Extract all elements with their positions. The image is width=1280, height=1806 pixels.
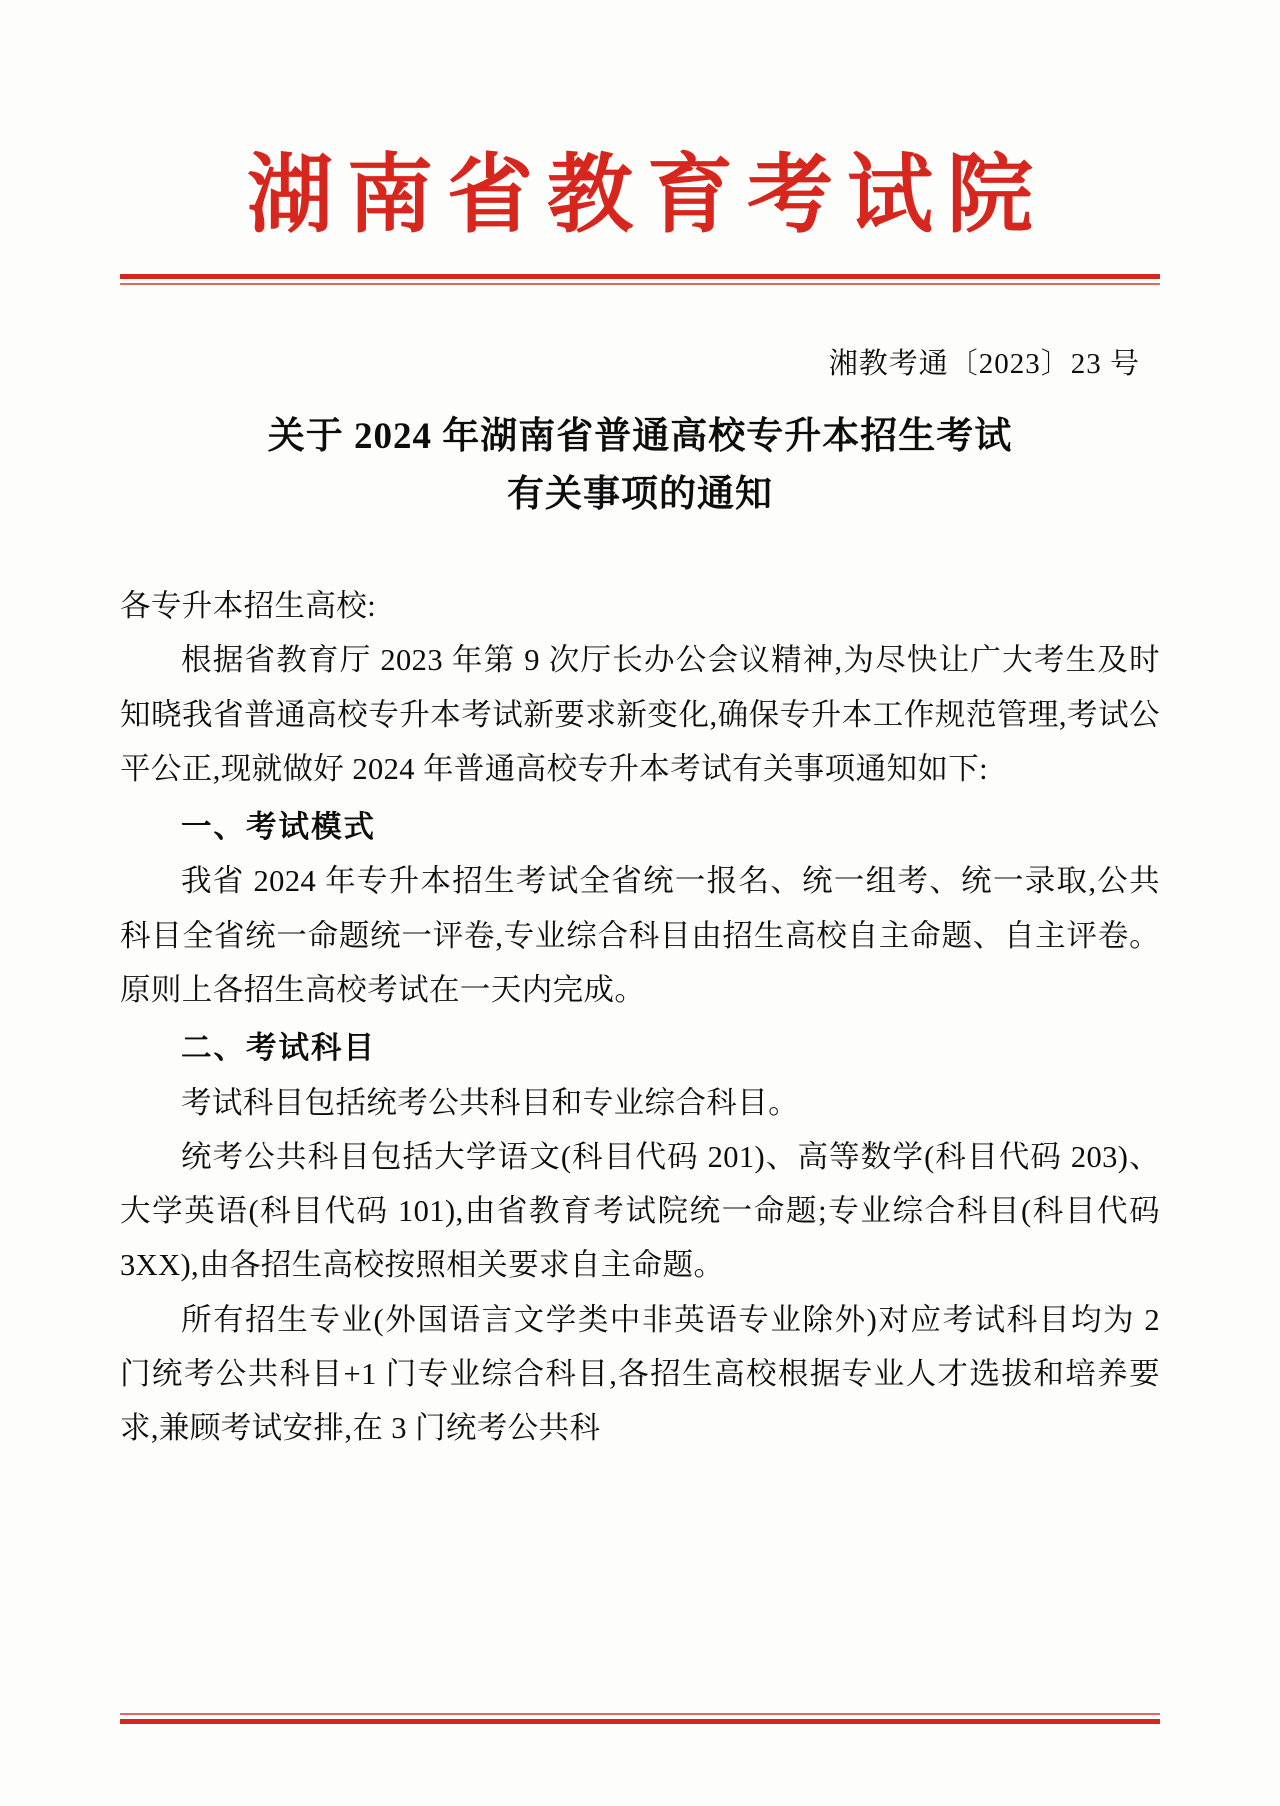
footer-rule-thick xyxy=(120,1719,1160,1724)
letterhead-rule-thin xyxy=(120,283,1160,285)
letterhead-rule-thick xyxy=(120,274,1160,279)
footer-rule-thin xyxy=(120,1713,1160,1715)
footer-rules xyxy=(120,1713,1160,1728)
document-body xyxy=(120,579,1160,1456)
section-2-paragraph-2: 统考公共科目包括大学语文(科目代码 201)、高等数学(科目代码 203)、大学英语(科目代码 101),由省教育考试院统一命题;专业综合科目(科目代码 3XX),由各招生高校按照相关要求自主命题。 xyxy=(120,1139,1160,1283)
document-title xyxy=(120,408,1160,523)
document-number: 湘教考通〔2023〕23 号 xyxy=(828,348,1140,381)
letterhead-rules xyxy=(120,274,1160,285)
document-title-line-1: 关于 2024 年湖南省普通高校专升本招生考试 xyxy=(267,416,1013,458)
section-heading-exam-mode: 一、考试模式 xyxy=(181,810,376,845)
section-heading-exam-subjects: 二、考试科目 xyxy=(181,1031,376,1066)
section-2-paragraph-3: 所有招生专业(外国语言文学类中非英语专业除外)对应考试科目均为 2 门统考公共科目+1 门专业综合科目,各招生高校根据专业人才选拔和培养要求,兼顾考试安排,在 3 门统考公共科 xyxy=(120,1302,1160,1446)
section-2-paragraph-1: 考试科目包括统考公共科目和专业综合科目。 xyxy=(181,1085,799,1120)
document-title-line-2: 有关事项的通知 xyxy=(507,473,773,515)
letterhead xyxy=(120,0,1160,285)
issuing-organization-title: 湖南省教育考试院 xyxy=(247,147,1047,243)
intro-paragraph: 根据省教育厅 2023 年第 9 次厅长办公会议精神,为尽快让广大考生及时知晓我省普通高校专升本考试新要求新变化,确保专升本工作规范管理,考试公平公正,现就做好 2024 年普通高校专升本考试有关事项通知如下: xyxy=(120,643,1160,786)
section-1-paragraph-1: 我省 2024 年专升本招生考试全省统一报名、统一组考、统一录取,公共科目全省统一命题统一评卷,专业综合科目由招生高校自主命题、自主评卷。原则上各招生高校考试在一天内完成。 xyxy=(120,864,1160,1007)
salutation: 各专升本招生高校: xyxy=(120,588,377,623)
